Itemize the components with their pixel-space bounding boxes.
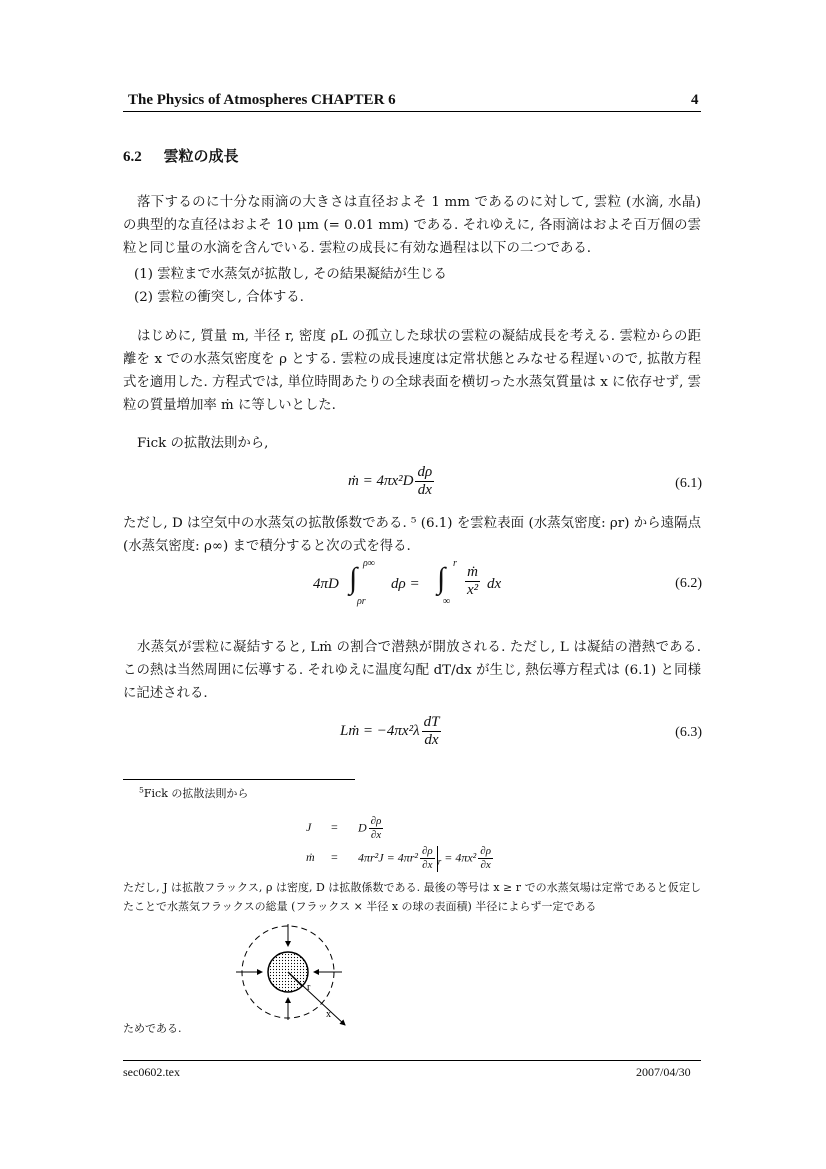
fn-eq2-den: ∂x (422, 859, 433, 871)
equation-number-6-3: (6.3) (675, 725, 702, 740)
paragraph-4-text: ただし, D は空気中の水蒸気の拡散係数である. ⁵ (6.1) を雲粒表面 (水蒸気密度: ρr) から遠隔点 (水蒸気密度: ρ∞) まで積分すると次の式を得る. (123, 516, 701, 554)
equation-6-3 (340, 714, 443, 749)
paragraph-condensation (123, 325, 701, 417)
footer-rule (123, 1060, 701, 1061)
footer-date: 2007/04/30 (636, 1065, 691, 1079)
eq2-middle: dρ = (391, 576, 420, 592)
eq1-lhs: ṁ = 4πx²D (348, 472, 414, 489)
paragraph-2-text: はじめに, 質量 m, 半径 r, 密度 ρL の孤立した球状の雲粒の凝結成長を考える. 雲粒からの距離を x での水蒸気密度を ρ とする. 雲粒の成長速度は定常状態とみなせる程遅いので, 拡散方程式を適用した. 方程式では, 単位時間あたりの全球表面を横切った水蒸気質量は x に依存せず, 雲粒の質量増加率 ṁ に等しいとした. (123, 329, 701, 413)
eq2-left: 4πD (313, 576, 339, 592)
fn-eq1-lhs: J (306, 820, 312, 835)
paragraph-fick (123, 432, 701, 455)
fn-eq2-den2: ∂x (480, 859, 491, 871)
eq2-denominator: x² (467, 582, 479, 598)
fn-eq1-den: ∂x (370, 829, 382, 841)
integral-sign-2-icon: ∫ (437, 562, 446, 595)
list-item-1: (1) 雲粒まで水蒸気が拡散し, その結果凝結が生じる (134, 267, 447, 282)
eq2-lower-limit-1: ρr (357, 596, 366, 607)
eq3-numerator: dT (423, 714, 440, 730)
paragraph-intro (123, 191, 701, 260)
footnote-intro-text: Fick の拡散法則から (143, 787, 249, 800)
page-number: 4 (691, 92, 699, 108)
footnote-closing: ためである. (123, 1022, 182, 1035)
footnote-rule (123, 779, 355, 780)
fn-eq2-rhs: 4πr²J = 4πr² (358, 850, 418, 865)
fn-eq2-lhs: ṁ (306, 850, 315, 865)
eq3-lhs: Lṁ = −4πx²λ (340, 722, 420, 739)
label-x: x (326, 1009, 331, 1020)
equation-number-6-1: (6.1) (675, 476, 702, 491)
paragraph-5-text: 水蒸気が雲粒に凝結すると, Lṁ の割合で潜熱が開放される. ただし, L は凝結の潜熱である. この熱は当然周囲に伝導する. それゆえに温度勾配 dT/dx が生じ, 熱伝導方程式は (6.1) と同様に記述される. (123, 640, 701, 701)
paragraph-latent-heat (123, 636, 701, 705)
fn-eq1-eq: = (331, 820, 338, 835)
fn-eq2-num2: ∂ρ (480, 845, 491, 857)
footnote-mark: 5 (139, 785, 144, 795)
equation-number-6-2: (6.2) (675, 576, 702, 591)
footnote-text: ただし, J は拡散フラックス, ρ は密度, D は拡散係数である. 最後の等号は x ≥ r での水蒸気場は定常であると仮定したことで水蒸気フラックスの総量 (フラックス × 半径 x の球の表面積) 半径によらず一定である (123, 881, 701, 913)
eq1-numerator: dρ (417, 464, 433, 480)
eq2-upper-limit-1: ρ∞ (363, 558, 375, 569)
eq2-lower-limit-2: ∞ (443, 596, 451, 607)
running-header-title: The Physics of Atmospheres CHAPTER 6 (128, 92, 396, 108)
eq2-numerator: ṁ (467, 564, 478, 580)
equation-6-1 (348, 464, 436, 499)
integral-sign-1-icon: ∫ (349, 562, 358, 595)
paragraph-1-text: 落下するのに十分な雨滴の大きさは直径およそ 1 mm であるのに対して, 雲粒 (水滴, 水晶) の典型的な直径はおよそ 10 μm (= 0.01 mm) である. それゆえに, 各雨滴はおよそ百万個の雲粒と同じ量の水滴を含んでいる. 雲粒の成長に有効な過程は以下の二つである. (123, 195, 701, 256)
footnote-intro (139, 785, 248, 801)
fn-eq1-rhs: D (358, 820, 367, 835)
section-title: 雲粒の成長 (163, 149, 239, 165)
paragraph-3-text: Fick の拡散法則から, (137, 436, 269, 451)
eq3-denominator: dx (424, 732, 439, 748)
fn-eq2-eq: = (331, 850, 338, 865)
section-number: 6.2 (123, 149, 142, 165)
section-heading (123, 145, 239, 166)
fn-eq2-tail: = 4πx² (444, 850, 477, 865)
footnote-equation-2 (306, 845, 495, 872)
fn-eq2-sub: r (437, 856, 442, 867)
fn-eq1-num: ∂ρ (370, 815, 382, 827)
label-r: r (307, 982, 311, 993)
paragraph-integration (123, 512, 701, 558)
eq2-upper-limit-2: r (453, 558, 457, 569)
eq1-denominator: dx (417, 482, 432, 498)
footer-filename: sec0602.tex (123, 1065, 180, 1079)
eq2-tail: dx (487, 576, 502, 592)
header-rule (123, 111, 701, 112)
diffusion-diagram (230, 920, 360, 1030)
fn-eq2-num: ∂ρ (421, 845, 433, 857)
footnote-equation-1 (306, 815, 385, 842)
list-item-2: (2) 雲粒の衝突し, 合体する. (134, 290, 304, 305)
